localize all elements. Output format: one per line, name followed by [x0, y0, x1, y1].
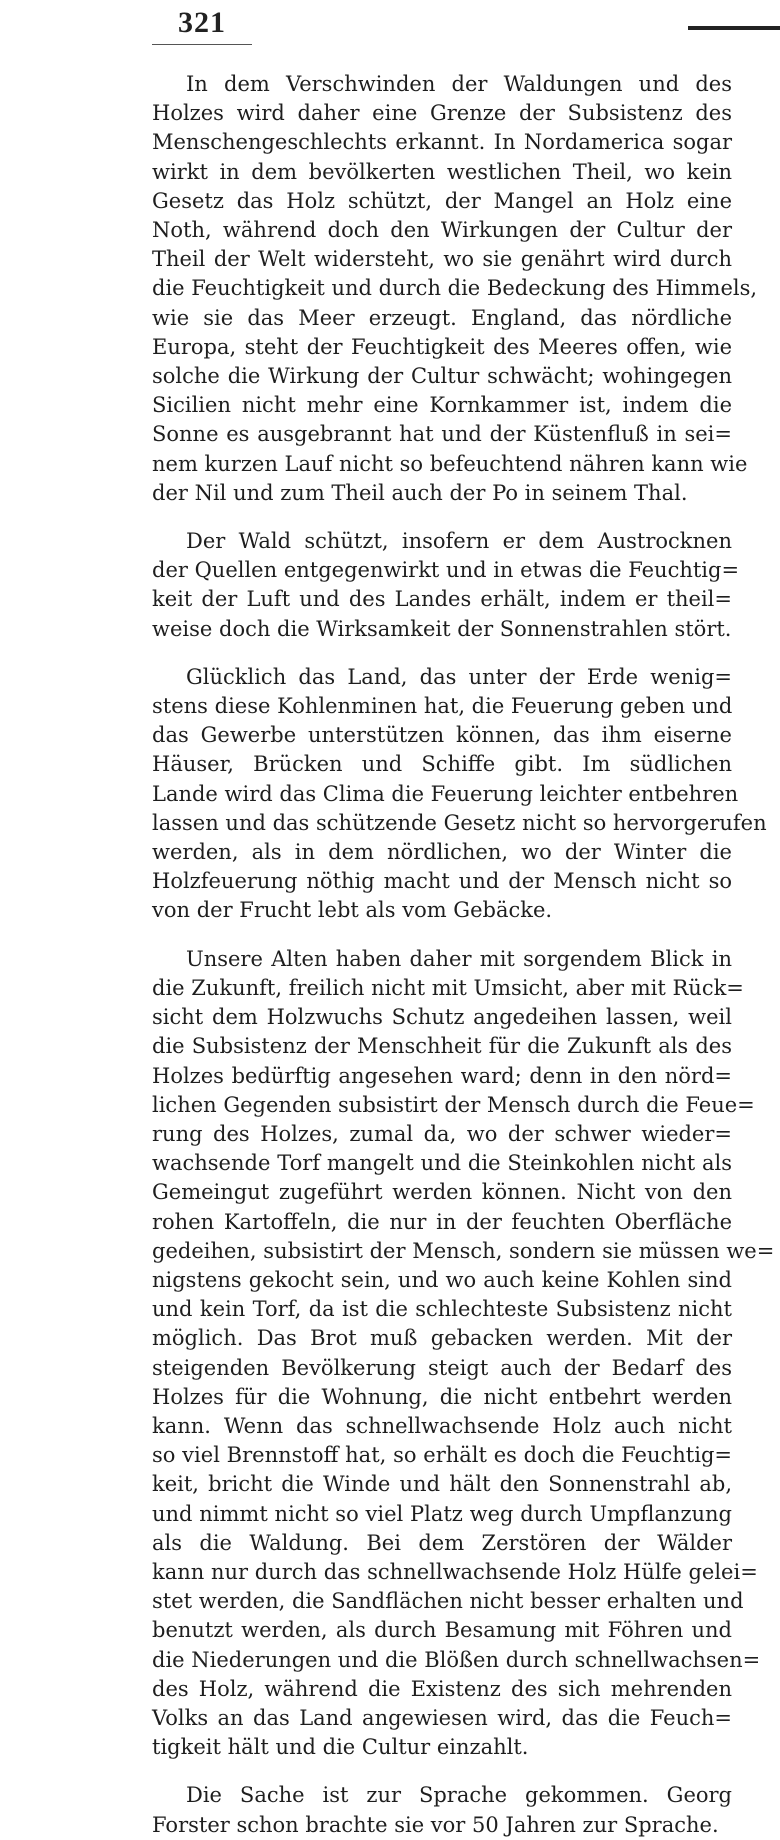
- text-line: und nimmt nicht so viel Platz weg durch Umpflanzung: [152, 1501, 732, 1526]
- text-line: Gesetz das Holz schützt, der Mangel an Holz eine: [152, 188, 732, 213]
- paragraph-gap: [152, 508, 732, 527]
- text-line: keit, bricht die Winde und hält den Sonnenstrahl ab,: [152, 1472, 732, 1497]
- text-line: von der Frucht lebt als vom Gebäcke.: [152, 898, 553, 923]
- text-line: rung des Holzes, zumal da, wo der schwer wieder=: [152, 1121, 732, 1146]
- body-text: [152, 70, 775, 1840]
- text-line: weise doch die Wirksamkeit der Sonnenstrahlen stört.: [152, 616, 732, 641]
- text-line: kann nur durch das schnellwachsende Holz Hülfe gelei=: [152, 1559, 758, 1584]
- header-rule-right: [688, 26, 780, 30]
- text-line: sicht dem Holzwuchs Schutz angedeihen lassen, weil: [152, 1005, 732, 1030]
- text-line: wie sie das Meer erzeugt. England, das nördliche: [152, 305, 732, 330]
- text-line: tigkeit hält und die Cultur einzahlt.: [152, 1735, 529, 1760]
- text-line: werden, als in dem nördlichen, wo der Winter die: [152, 840, 732, 865]
- paragraph-gap: [152, 926, 732, 945]
- paragraph: [152, 527, 740, 644]
- text-line: Sonne es ausgebrannt hat und der Küstenfluß in sei=: [152, 422, 732, 447]
- text-line: kann. Wenn das schnellwachsende Holz auch nicht: [152, 1413, 732, 1438]
- text-line: Gemeingut zugeführt werden können. Nicht von den: [152, 1180, 732, 1205]
- text-line: lassen und das schützende Gesetz nicht so hervorgerufen: [152, 810, 767, 835]
- paragraph-gap: [152, 1762, 732, 1781]
- page-number: 321: [178, 6, 226, 39]
- text-line: Holzes für die Wohnung, die nicht entbehrt werden: [152, 1384, 732, 1409]
- text-line: lichen Gegenden subsistirt der Mensch durch die Feue=: [152, 1092, 755, 1117]
- text-line: als die Waldung. Bei dem Zerstören der Wälder: [152, 1530, 732, 1555]
- text-line: Theil der Welt widersteht, wo sie genährt wird durch: [152, 247, 732, 272]
- text-line: Häuser, Brücken und Schiffe gibt. Im südlichen: [152, 752, 732, 777]
- header-rule-left: [152, 44, 252, 45]
- text-line: keit der Luft und des Landes erhält, indem er theil=: [152, 587, 732, 612]
- text-line: so viel Brennstoff hat, so erhält es doch die Feuchtig=: [152, 1443, 732, 1468]
- text-line: Der Wald schützt, insofern er dem Austrocknen: [186, 529, 732, 554]
- text-line: wirkt in dem bevölkerten westlichen Theil, wo kein: [152, 159, 732, 184]
- text-line: der Nil und zum Theil auch der Po in seinem Thal.: [152, 480, 688, 505]
- text-line: Sicilien nicht mehr eine Kornkammer ist, indem die: [152, 393, 732, 418]
- paragraph: [152, 70, 758, 508]
- text-line: der Quellen entgegenwirkt und in etwas die Feuchtig=: [152, 558, 740, 583]
- text-line: In dem Verschwinden der Waldungen und des: [186, 72, 732, 96]
- text-line: Glücklich das Land, das unter der Erde wenig=: [186, 664, 732, 689]
- text-line: Menschengeschlechts erkannt. In Nordamerica sogar: [152, 130, 732, 155]
- paragraph: [152, 1781, 732, 1839]
- text-line: Forster schon brachte sie vor 50 Jahren zur Sprache.: [152, 1812, 719, 1837]
- text-line: wachsende Torf mangelt und die Steinkohlen nicht als: [152, 1151, 732, 1176]
- text-line: die Feuchtigkeit und durch die Bedeckung des Himmels,: [152, 276, 758, 301]
- text-line: solche die Wirkung der Cultur schwächt; wohingegen: [152, 364, 732, 389]
- text-line: Volks an das Land angewiesen wird, das die Feuch=: [152, 1705, 732, 1730]
- text-line: Unsere Alten haben daher mit sorgendem Blick in: [186, 946, 732, 971]
- text-line: Die Sache ist zur Sprache gekommen. Georg: [186, 1783, 732, 1808]
- text-line: Europa, steht der Feuchtigkeit des Meeres offen, wie: [152, 334, 732, 359]
- text-line: nem kurzen Lauf nicht so befeuchtend nähren kann wie: [152, 451, 748, 476]
- paragraph: [152, 945, 775, 1763]
- text-line: stet werden, die Sandflächen nicht besser erhalten und: [152, 1589, 744, 1614]
- text-line: gedeihen, subsistirt der Mensch, sondern sie müssen we=: [152, 1238, 775, 1263]
- text-line: möglich. Das Brot muß gebacken werden. Mit der: [152, 1326, 732, 1351]
- paragraph-gap: [152, 644, 732, 663]
- text-line: Holzes wird daher eine Grenze der Subsistenz des: [152, 101, 732, 126]
- text-line: die Niederungen und die Blößen durch schnellwachsen=: [152, 1647, 761, 1672]
- text-line: Holzes bedürftig angesehen ward; denn in den nörd=: [152, 1063, 732, 1088]
- text-line: stens diese Kohlenminen hat, die Feuerung geben und: [152, 694, 733, 719]
- text-line: benutzt werden, als durch Besamung mit Föhren und: [152, 1618, 732, 1643]
- text-line: Lande wird das Clima die Feuerung leichter entbehren: [152, 781, 739, 806]
- text-line: die Subsistenz der Menschheit für die Zukunft als des: [152, 1034, 732, 1059]
- text-line: nigstens gekocht sein, und wo auch keine Kohlen sind: [152, 1267, 732, 1292]
- text-line: rohen Kartoffeln, die nur in der feuchten Oberfläche: [152, 1209, 732, 1234]
- text-line: Noth, während doch den Wirkungen der Cultur der: [152, 218, 732, 243]
- paragraph: [152, 663, 767, 926]
- text-line: steigenden Bevölkerung steigt auch der Bedarf des: [152, 1355, 732, 1380]
- text-line: und kein Torf, da ist die schlechteste Subsistenz nicht: [152, 1297, 732, 1322]
- text-line: Holzfeuerung nöthig macht und der Mensch nicht so: [152, 869, 732, 894]
- text-line: des Holz, während die Existenz des sich mehrenden: [152, 1676, 732, 1701]
- text-line: die Zukunft, freilich nicht mit Umsicht, aber mit Rück=: [152, 975, 744, 1000]
- text-line: das Gewerbe unterstützen können, das ihm eiserne: [152, 723, 732, 748]
